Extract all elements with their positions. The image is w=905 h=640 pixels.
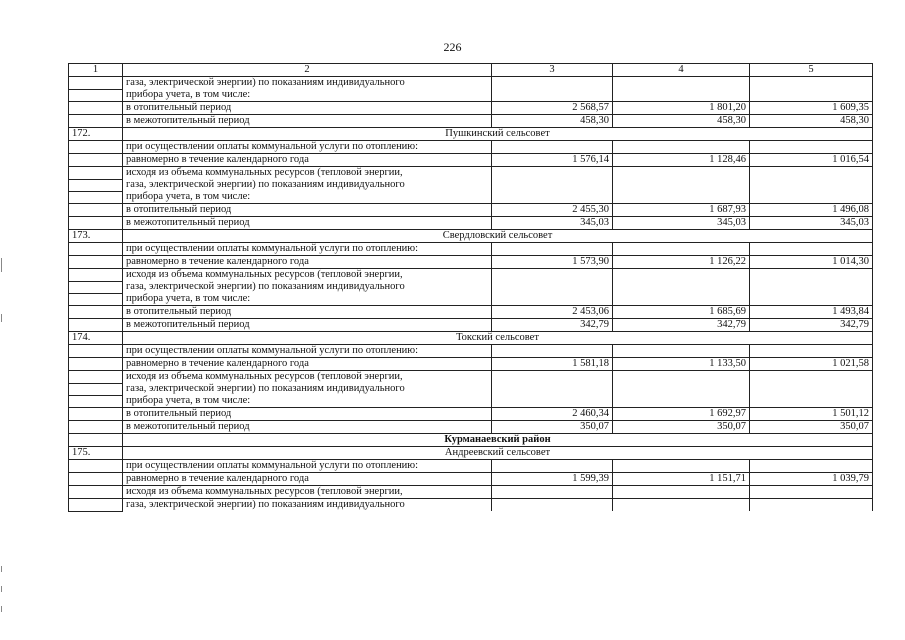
row-number: [69, 293, 123, 306]
value-col-5: [750, 383, 873, 395]
value-col-4: 1 687,93: [613, 204, 750, 217]
row-label: в межотопительный период: [123, 115, 492, 128]
table-row: [69, 191, 873, 204]
value-col-5: 458,30: [750, 115, 873, 128]
row-number: [69, 434, 123, 447]
row-number: 174.: [69, 332, 123, 345]
value-col-5: 1 493,84: [750, 306, 873, 319]
value-col-5: [750, 345, 873, 358]
value-col-3: 1 599,39: [492, 473, 613, 486]
row-number: [69, 89, 123, 102]
row-label: равномерно в течение календарного года: [123, 358, 492, 371]
table-row: [69, 345, 873, 358]
table-row: [69, 115, 873, 128]
table-row: [69, 77, 873, 90]
value-col-5: 342,79: [750, 319, 873, 332]
row-label: газа, электрической энергии) по показаниям индивидуального: [123, 179, 492, 191]
row-number: [69, 204, 123, 217]
value-col-4: [613, 141, 750, 154]
value-col-4: 1 151,71: [613, 473, 750, 486]
row-number: [69, 371, 123, 384]
value-col-3: [492, 89, 613, 102]
row-number: [69, 269, 123, 282]
row-label: газа, электрической энергии) по показаниям индивидуального: [123, 281, 492, 293]
value-col-5: 345,03: [750, 217, 873, 230]
table-row: [69, 358, 873, 371]
row-label: прибора учета, в том числе:: [123, 293, 492, 306]
value-col-5: 350,07: [750, 421, 873, 434]
row-number: [69, 167, 123, 180]
value-col-3: 1 581,18: [492, 358, 613, 371]
tariff-table: [68, 63, 873, 512]
table-row: [69, 281, 873, 293]
value-col-3: 2 460,34: [492, 408, 613, 421]
row-number: [69, 486, 123, 499]
table-row: [69, 217, 873, 230]
row-number: [69, 191, 123, 204]
value-col-3: 345,03: [492, 217, 613, 230]
value-col-3: [492, 281, 613, 293]
row-label: равномерно в течение календарного года: [123, 473, 492, 486]
row-label: исходя из объема коммунальных ресурсов (тепловой энергии,: [123, 486, 492, 499]
table-row: [69, 256, 873, 269]
value-col-3: 458,30: [492, 115, 613, 128]
row-number: [69, 256, 123, 269]
column-header-3: 3: [492, 64, 613, 77]
settlement-title: Пушкинский сельсовет: [123, 128, 873, 141]
table-row: [69, 395, 873, 408]
value-col-5: 1 016,54: [750, 154, 873, 167]
value-col-3: [492, 191, 613, 204]
value-col-3: [492, 499, 613, 512]
table-row: [69, 141, 873, 154]
row-label: при осуществлении оплаты коммунальной услуги по отоплению:: [123, 243, 492, 256]
table-row: [69, 408, 873, 421]
row-number: [69, 306, 123, 319]
value-col-4: 342,79: [613, 319, 750, 332]
row-label: при осуществлении оплаты коммунальной услуги по отоплению:: [123, 141, 492, 154]
value-col-4: 1 128,46: [613, 154, 750, 167]
row-number: [69, 243, 123, 256]
settlement-title: Андреевский сельсовет: [123, 447, 873, 460]
row-number: [69, 358, 123, 371]
value-col-3: 2 455,30: [492, 204, 613, 217]
table-row: [69, 499, 873, 512]
row-label: исходя из объема коммунальных ресурсов (тепловой энергии,: [123, 167, 492, 180]
value-col-5: [750, 179, 873, 191]
row-number: [69, 345, 123, 358]
row-number: [69, 421, 123, 434]
table-row: [69, 460, 873, 473]
row-number: [69, 217, 123, 230]
settlement-title: Свердловский сельсовет: [123, 230, 873, 243]
row-label: в межотопительный период: [123, 217, 492, 230]
column-header-row: [69, 64, 873, 77]
value-col-3: [492, 77, 613, 90]
table-row: [69, 293, 873, 306]
row-number: [69, 102, 123, 115]
column-header-4: 4: [613, 64, 750, 77]
table-row: [69, 383, 873, 395]
value-col-5: 1 014,30: [750, 256, 873, 269]
row-label: газа, электрической энергии) по показаниям индивидуального: [123, 499, 492, 512]
value-col-4: [613, 499, 750, 512]
row-label: в межотопительный период: [123, 319, 492, 332]
value-col-3: [492, 395, 613, 408]
section-row: [69, 447, 873, 460]
table-row: [69, 269, 873, 282]
row-label: в отопительный период: [123, 204, 492, 217]
table-row: [69, 102, 873, 115]
value-col-3: [492, 345, 613, 358]
value-col-4: 1 692,97: [613, 408, 750, 421]
value-col-3: [492, 179, 613, 191]
value-col-5: [750, 395, 873, 408]
row-label: в отопительный период: [123, 102, 492, 115]
value-col-5: 1 609,35: [750, 102, 873, 115]
row-number: [69, 154, 123, 167]
table-row: [69, 371, 873, 384]
row-number: [69, 115, 123, 128]
row-number: [69, 499, 123, 512]
row-label: исходя из объема коммунальных ресурсов (тепловой энергии,: [123, 371, 492, 384]
value-col-5: [750, 293, 873, 306]
value-col-5: [750, 281, 873, 293]
row-label: при осуществлении оплаты коммунальной услуги по отоплению:: [123, 345, 492, 358]
settlement-title: Токский сельсовет: [123, 332, 873, 345]
table-row: [69, 319, 873, 332]
value-col-4: [613, 243, 750, 256]
value-col-5: [750, 141, 873, 154]
value-col-5: 1 021,58: [750, 358, 873, 371]
value-col-4: [613, 281, 750, 293]
table-row: [69, 243, 873, 256]
table-row: [69, 486, 873, 499]
value-col-3: 342,79: [492, 319, 613, 332]
value-col-5: 1 039,79: [750, 473, 873, 486]
value-col-4: [613, 167, 750, 180]
table-row: [69, 204, 873, 217]
row-label: газа, электрической энергии) по показаниям индивидуального: [123, 383, 492, 395]
value-col-4: [613, 371, 750, 384]
row-number: [69, 77, 123, 90]
value-col-3: [492, 269, 613, 282]
value-col-4: [613, 191, 750, 204]
value-col-3: [492, 167, 613, 180]
scan-margin-marks: [0, 0, 4, 640]
row-number: 172.: [69, 128, 123, 141]
table-row: [69, 421, 873, 434]
table-row: [69, 154, 873, 167]
value-col-5: 1 501,12: [750, 408, 873, 421]
row-number: 175.: [69, 447, 123, 460]
value-col-4: 458,30: [613, 115, 750, 128]
value-col-3: 2 453,06: [492, 306, 613, 319]
value-col-4: [613, 395, 750, 408]
value-col-4: [613, 345, 750, 358]
row-number: [69, 383, 123, 395]
table-row: [69, 89, 873, 102]
row-number: [69, 408, 123, 421]
row-label: в отопительный период: [123, 408, 492, 421]
value-col-5: [750, 89, 873, 102]
row-label: в межотопительный период: [123, 421, 492, 434]
value-col-5: 1 496,08: [750, 204, 873, 217]
value-col-5: [750, 167, 873, 180]
value-col-5: [750, 243, 873, 256]
value-col-3: 350,07: [492, 421, 613, 434]
value-col-3: 2 568,57: [492, 102, 613, 115]
value-col-4: 1 133,50: [613, 358, 750, 371]
value-col-3: [492, 486, 613, 499]
row-label: газа, электрической энергии) по показаниям индивидуального: [123, 77, 492, 90]
value-col-4: [613, 383, 750, 395]
value-col-4: 1 685,69: [613, 306, 750, 319]
value-col-3: [492, 460, 613, 473]
row-number: [69, 179, 123, 191]
value-col-4: [613, 486, 750, 499]
value-col-5: [750, 460, 873, 473]
value-col-5: [750, 191, 873, 204]
row-label: прибора учета, в том числе:: [123, 395, 492, 408]
value-col-3: [492, 243, 613, 256]
value-col-3: 1 573,90: [492, 256, 613, 269]
column-header-5: 5: [750, 64, 873, 77]
value-col-5: [750, 486, 873, 499]
table-row: [69, 167, 873, 180]
row-label: исходя из объема коммунальных ресурсов (тепловой энергии,: [123, 269, 492, 282]
value-col-4: 1 801,20: [613, 102, 750, 115]
row-label: равномерно в течение календарного года: [123, 154, 492, 167]
value-col-4: [613, 77, 750, 90]
row-number: [69, 319, 123, 332]
row-number: [69, 141, 123, 154]
value-col-3: [492, 371, 613, 384]
region-row: [69, 434, 873, 447]
row-label: в отопительный период: [123, 306, 492, 319]
value-col-4: 345,03: [613, 217, 750, 230]
row-label: равномерно в течение календарного года: [123, 256, 492, 269]
value-col-3: [492, 141, 613, 154]
column-header-2: 2: [123, 64, 492, 77]
value-col-4: [613, 460, 750, 473]
page-number: 226: [443, 40, 462, 54]
value-col-4: [613, 179, 750, 191]
section-row: [69, 128, 873, 141]
row-label: прибора учета, в том числе:: [123, 191, 492, 204]
row-label: прибора учета, в том числе:: [123, 89, 492, 102]
table-row: [69, 473, 873, 486]
value-col-3: [492, 293, 613, 306]
row-label: при осуществлении оплаты коммунальной услуги по отоплению:: [123, 460, 492, 473]
section-row: [69, 230, 873, 243]
value-col-5: [750, 499, 873, 512]
table-row: [69, 306, 873, 319]
value-col-4: 1 126,22: [613, 256, 750, 269]
value-col-3: 1 576,14: [492, 154, 613, 167]
value-col-4: [613, 293, 750, 306]
row-number: [69, 460, 123, 473]
value-col-4: [613, 269, 750, 282]
value-col-5: [750, 77, 873, 90]
row-number: [69, 281, 123, 293]
region-title: Курманаевский район: [123, 434, 873, 447]
value-col-5: [750, 269, 873, 282]
column-header-1: 1: [69, 64, 123, 77]
table-row: [69, 179, 873, 191]
value-col-5: [750, 371, 873, 384]
value-col-4: 350,07: [613, 421, 750, 434]
value-col-4: [613, 89, 750, 102]
row-number: [69, 473, 123, 486]
row-number: [69, 395, 123, 408]
row-number: 173.: [69, 230, 123, 243]
value-col-3: [492, 383, 613, 395]
section-row: [69, 332, 873, 345]
